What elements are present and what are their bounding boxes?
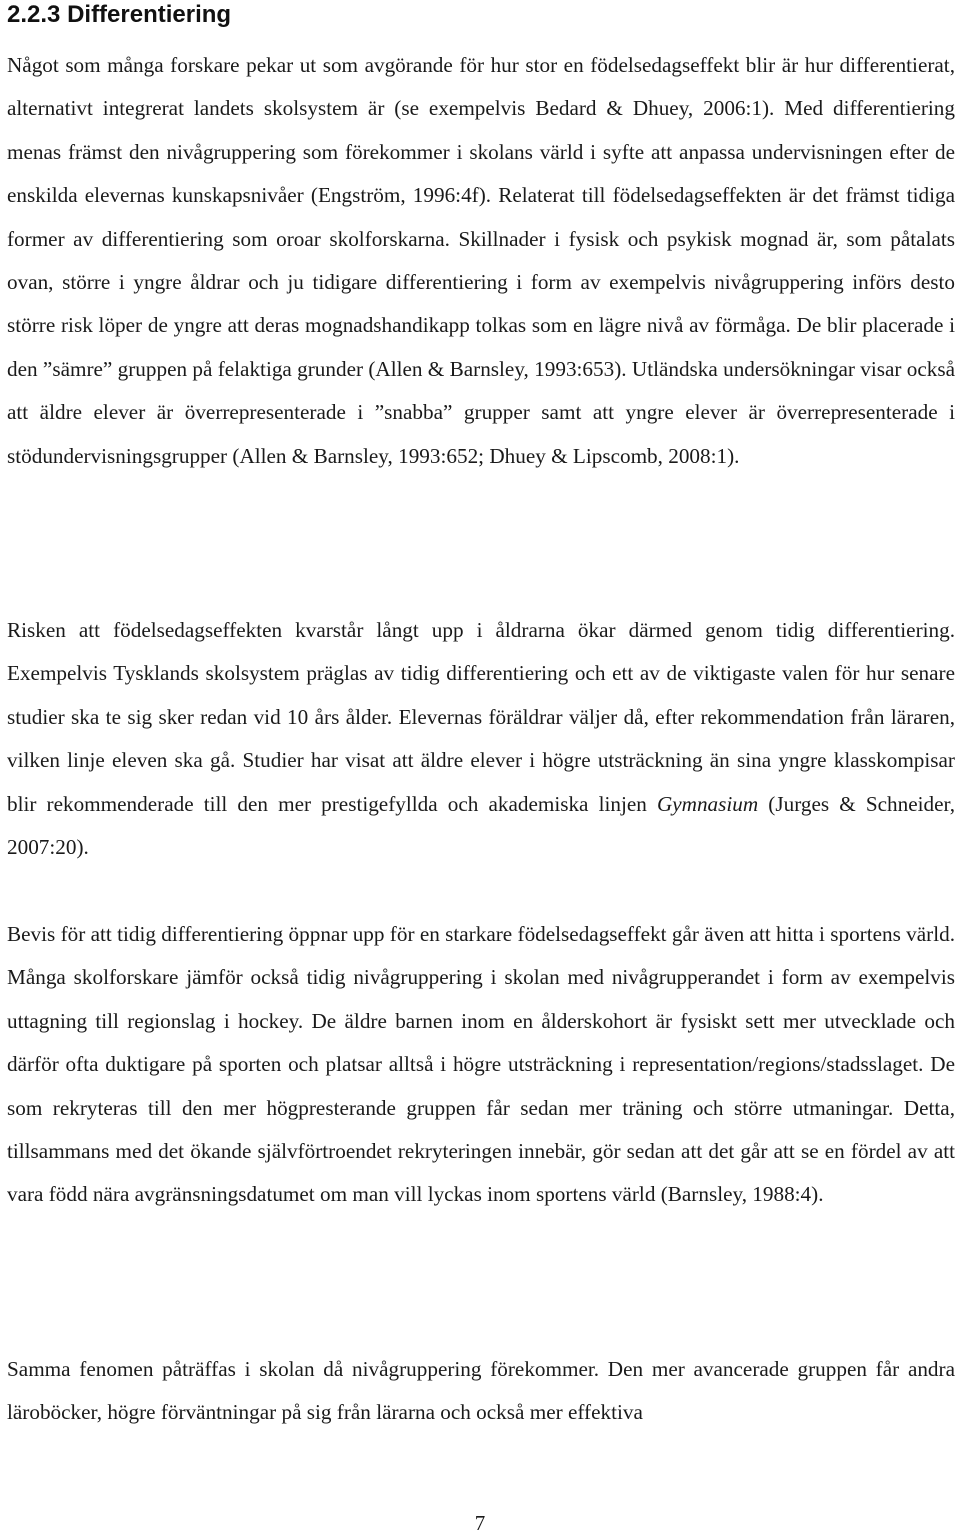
paragraph-2	[7, 609, 955, 869]
paragraph-2-text-after: (Jurges & Schneider, 2007:20).	[7, 791, 955, 860]
page-number: 7	[474, 1511, 486, 1535]
paragraph-3: Bevis för att tidig differentiering öppnar upp för en starkare födelsedagseffekt går även att hitta i sportens värld. Många skolforskare jämför också tidig nivågruppering i skolan med nivågrupperandet i form av exempelvis uttagning till regionslag i hockey. De äldre barnen inom en ålderskohort är fysiskt sett mer utvecklade och därför ofta duktigare på sporten och platsar alltså i högre utsträckning i representation/regions/stadsslaget. De som rekryteras till den mer högpresterande gruppen får sedan mer träning och större utmaningar. Detta, tillsammans med det ökande självförtroendet rekryteringen innebär, gör sedan att det går att se en fördel av att vara född nära avgränsningsdatumet om man vill lyckas inom sportens värld (Barnsley, 1988:4).	[7, 922, 955, 1207]
paragraph-1: Något som många forskare pekar ut som avgörande för hur stor en födelsedagseffekt blir är hur differentierat, alternativt integrerat landets skolsystem är (se exempelvis Bedard & Dhuey, 2006:1). Med differentiering menas främst den nivågruppering som förekommer i skolans värld i syfte att anpassa undervisningen efter de enskilda elevernas kunskapsnivåer (Engström, 1996:4f). Relaterat till födelsedagseffekten är det främst tidiga former av differentiering som oroar skolforskarna. Skillnader i fysisk och psykisk mognad är, som påtalats ovan, större i yngre åldrar och ju tidigare differentiering i form av exempelvis nivågruppering införs desto större risk löper de yngre att deras mognadshandikapp tolkas som en lägre nivå av förmåga. De blir placerade i den ”sämre” gruppen på felaktiga grunder (Allen & Barnsley, 1993:653). Utländska undersökningar visar också att äldre elever är överrepresenterade i ”snabba” grupper samt att yngre elever är överrepresenterade i stödundervisningsgrupper (Allen & Barnsley, 1993:652; Dhuey & Lipscomb, 2008:1).	[7, 53, 955, 468]
section-heading	[7, 0, 955, 30]
section-number: 2.2.3	[7, 1, 61, 28]
paragraph-2-italic-term: Gymnasium	[656, 791, 759, 816]
paragraph-2-text-before: Risken att födelsedagseffekten kvarstår långt upp i åldrarna ökar därmed genom tidig differentiering. Exempelvis Tysklands skolsystem präglas av tidig differentiering och ett av de viktigaste valen för hur senare studier ska te sig sker redan vid 10 års ålder. Elevernas föräldrar väljer då, efter rekommendation från läraren, vilken linje eleven ska gå. Studier har visat att äldre elever i högre utsträckning än sina yngre klasskompisar blir rekommenderade till den mer prestigefyllda och akademiska linjen	[7, 618, 955, 816]
section-title: Differentiering	[67, 1, 232, 28]
paragraph-4: Samma fenomen påträffas i skolan då nivågruppering förekommer. Den mer avancerade gruppen får andra läroböcker, högre förväntningar på sig från lärarna och också mer effektiva	[7, 1357, 955, 1425]
document-page	[7, 0, 955, 1425]
